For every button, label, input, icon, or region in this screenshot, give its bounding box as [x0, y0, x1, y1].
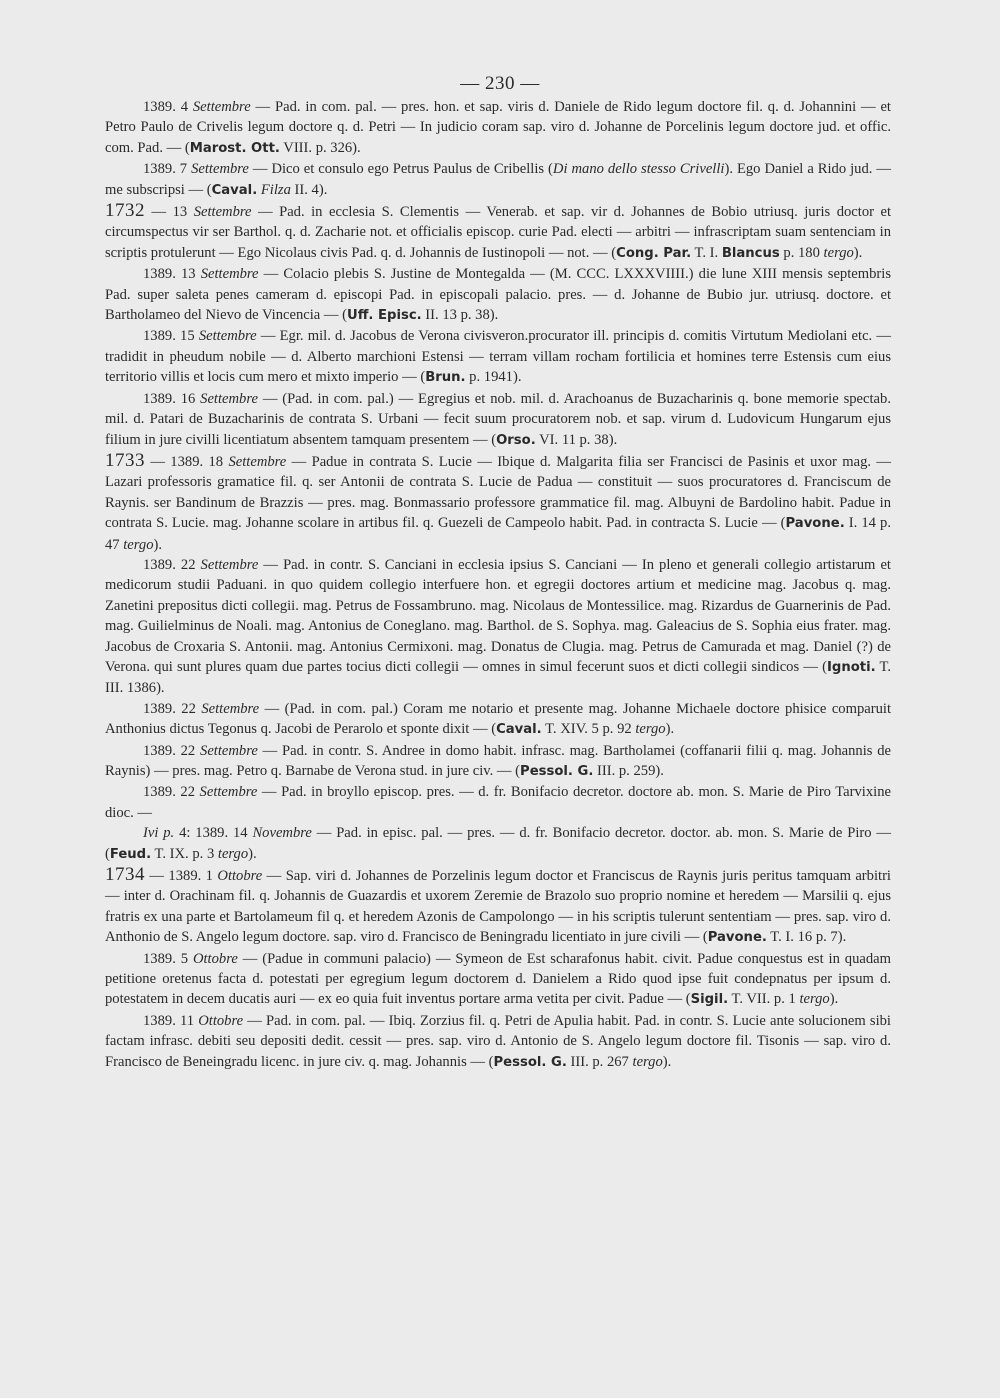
regest-entry: [105, 1011, 891, 1073]
entry-text: — Colacio plebis S. Justine de Montegalda — (M. CCC. LXXXVIIII.) die lune XIII mensis septembris Pad. super saleta penes cameram d. episcopi Pad. in episcopali palacio. pres. — d. Johanne de Bubio jur. utriusq. doctore. et Bartholameo del Nievo de Vincencia — (: [105, 266, 892, 324]
page-number: — 230 —: [460, 73, 540, 94]
document-number: 1732: [105, 200, 145, 222]
entry-text: 1389. 15: [143, 328, 199, 345]
source-reference: Marost. Ott.: [189, 140, 280, 156]
italic-note: tergo: [635, 721, 666, 738]
date-month: Ottobre: [217, 868, 263, 885]
regest-entry: [105, 782, 891, 823]
entry-text: — Pad. in episc. pal. — pres. — d. fr. Bonifacio decretor. doctor. ab. mon. S. Marie de Piro — (: [105, 825, 891, 862]
source-reference: Blancus: [721, 245, 780, 261]
date-month: Settembre: [200, 742, 258, 759]
entry-text: T. VII. p. 1: [728, 991, 800, 1008]
source-reference: Caval.: [211, 182, 258, 198]
source-reference: Pessol. G.: [520, 764, 594, 779]
entry-text: — (Pad. in com. pal.) Coram me notario et presente mag. Johanne Michaele doctore phisice comparuit Anthonius dictus Tegonus q. Jacobi de Perarolo et sponte dixit — (: [105, 700, 891, 738]
entry-text: ).: [153, 536, 163, 553]
date-month: Ottobre: [198, 1012, 244, 1029]
date-month: Settembre: [198, 328, 257, 345]
regest-entry: [105, 699, 891, 741]
entry-text: T. XIV. 5 p. 92: [541, 721, 636, 738]
source-reference: Ignoti.: [826, 659, 876, 675]
entry-text: — Pad. in ecclesia S. Clementis — Venerab. et sap. vir d. Johannes de Bobio utriusq. juris doctor et circumspectus vir ser Barthol. q. d. Zacharie not. et officialis episcop. curie Pad. electi — arbitri — infrascriptam suam sentenciam in scriptis protulerunt — Ego Nicolaus civis Pad. q. d. Johannis de Iustinopoli — not. — (: [105, 204, 892, 261]
entry-text: 1389. 22: [143, 742, 201, 759]
regest-entry: [105, 326, 891, 388]
italic-note: tergo: [217, 845, 249, 862]
entry-text: III. p. 259).: [593, 763, 664, 779]
source-reference: Pavone.: [785, 516, 845, 532]
date-month: Settembre: [200, 390, 258, 407]
entry-text: T. IX. p. 3: [151, 845, 218, 862]
source-reference: Uff. Episc.: [347, 308, 422, 324]
entry-text: II. 13 p. 38).: [421, 307, 499, 324]
entry-text: — Sap. viri d. Johannes de Porzelinis legum doctor et Franciscus de Raynis juris peritus tamquam arbitri — inter d. Orachinam fil. q. Johannis de Guazardis et uxorem Zeremie de Brazolo suo proprio nomine et heredem — Marsilii q. ejus fratris ex una parte et Bartolameum fil q. et heredem Azonis de Campolongo — in his scriptis tulerunt sententiam — pres. sap. viro d. Anthonio de S. Angelo legum doctore. sap. viro d. Francisco de Beningradu licentiato in jure civili — (: [105, 868, 891, 946]
source-reference: Pessol. G.: [493, 1054, 567, 1070]
numbered-document-entry: [105, 865, 891, 949]
entry-text: p. 1941).: [465, 369, 522, 386]
entry-text: — Padue in contrata S. Lucie — Ibique d. Malgarita filia ser Francisci de Pasinis et uxor mag. — Lazari professoris gramatice fil. q. ser Antonii de contrata S. Lucie de Padua — constituit — suos procuratores d. Franciscum de Raynis. ser Bandinum de Brazzis — pres. mag. Bonmassario professore grammatice fil. mag. Albuyni de Bardolino habit. Padue in contrata S. Lucie. mag. Johanne scolare in artibus fil. q. Guezeli de Campeolo habit. Pad. in contracta S. Lucie — (: [105, 453, 891, 532]
entry-text: VI. 11 p. 38).: [535, 431, 618, 448]
entry-text: ).: [665, 721, 675, 738]
source-reference: Feud.: [109, 846, 152, 862]
regest-entry: [105, 264, 891, 326]
entry-text: 1389. 22: [143, 556, 201, 573]
italic-note: tergo: [632, 1053, 663, 1070]
entry-text: ).: [248, 845, 257, 862]
regest-entry: [105, 159, 891, 201]
regest-entry: [105, 97, 891, 159]
source-reference: Sigil.: [690, 992, 729, 1008]
entry-text: — 13: [145, 204, 194, 221]
date-month: Ottobre: [192, 950, 238, 967]
source-reference: Cong. Par.: [616, 245, 692, 261]
entry-text: 1389. 11: [143, 1012, 199, 1029]
entry-text: ). Ego Daniel a Rido jud. — me subscripsi — (: [105, 161, 891, 198]
entry-text: 1389. 4: [143, 99, 193, 115]
entry-text: ).: [853, 244, 863, 261]
entry-text: I. 14 p. 47: [105, 515, 891, 553]
date-month: Settembre: [200, 556, 259, 573]
regest-entry: [105, 949, 891, 1011]
entry-text: 1389. 16: [143, 390, 201, 407]
entry-text: ).: [829, 991, 839, 1008]
date-month: Settembre: [201, 700, 260, 717]
entry-text: 1389. 7: [143, 161, 192, 178]
italic-note: tergo: [123, 536, 154, 553]
entry-text: — 1389. 1: [145, 868, 218, 885]
date-month: Settembre: [199, 784, 258, 801]
date-month: Settembre: [191, 161, 249, 178]
entry-text: — Pad. in contr. S. Canciani in ecclesia ipsius S. Canciani — In pleno et generali collegio artistarum et medicorum studii Paduani. in quo quidem collegio interfuere hon. et egregii doctores artium et medicine mag. Jacobus q. mag. Zanetini prepositus dicti collegii. mag. Petrus de Fossambruno. mag. Nicolaus de Montessilice. mag. Rizardus de Guarnerinis de Pad. mag. Guilielminus de Noali. mag. Antonius de Coneglano. mag. Barthol. de S. Sophya. mag. Galeacius de S. Sophia eius frater. mag. Jacobus de Croxaria S. Antonii. mag. Antonius Cermixoni. mag. Donatus de Clugia. mag. Petrus de Camurada et mag. Daniel (?) de Verona. qui sunt plures quam due partes tocius dicti collegii — omnes in simul fecerunt suos et dicti collegii sindicos — (: [105, 556, 891, 675]
date-month: Settembre: [200, 266, 259, 283]
document-number: 1734: [105, 864, 145, 886]
entry-list: [105, 97, 891, 1073]
entry-text: III. p. 267: [566, 1053, 633, 1070]
entry-text: — Dico et consulo ego Petrus Paulus de Cribellis (: [248, 161, 553, 178]
entry-text: T. III. 1386).: [105, 658, 891, 697]
date-month: Settembre: [192, 99, 251, 115]
document-number: 1733: [105, 449, 145, 471]
entry-text: 1389. 22: [143, 700, 202, 717]
italic-note: Di mano dello stesso Crivelli: [552, 161, 725, 178]
regest-entry: [105, 389, 891, 451]
entry-text: p. 180: [779, 244, 824, 261]
entry-text: — Pad. in broyllo episcop. pres. — d. fr. Bonifacio decretor. doctore ab. mon. S. Marie de Piro Tarvixine dioc. —: [105, 784, 891, 821]
entry-text: II. 4).: [290, 181, 328, 198]
date-month: Novembre: [252, 825, 312, 842]
source-reference: Pavone.: [707, 930, 767, 946]
numbered-document-entry: [105, 451, 891, 555]
entry-text: 1389. 13: [143, 266, 201, 283]
date-month: Settembre: [193, 204, 252, 221]
entry-text: ).: [662, 1053, 672, 1070]
regest-entry: [105, 555, 891, 699]
italic-note: Filza: [260, 181, 291, 198]
regest-entry: [105, 741, 891, 783]
entry-text: — Pad. in com. pal. — pres. hon. et sap. viris d. Daniele de Rido legum doctore fil. q. d. Johannini — et Petro Paulo de Crivelis legum doctore q. d. Petri — In judicio coram sap. viro d. Johanne de Porcelinis legum doctore jud. et offic. com. Pad. — (: [105, 99, 891, 156]
entry-text: — Pad. in contr. S. Andree in domo habit. infrasc. mag. Bartholamei (coffanarii filii q. mag. Johannis de Raynis) — pres. mag. Petro q. Barnabe de Verona stud. in jure civ. — (: [105, 742, 891, 779]
entry-text: — 1389. 18: [145, 453, 229, 470]
entry-text: T. I. 16 p. 7).: [766, 929, 847, 946]
entry-text: 4: 1389. 14: [174, 825, 253, 842]
entry-text: VIII. p. 326).: [279, 139, 361, 156]
source-reference: Orso.: [496, 432, 536, 448]
italic-note: tergo: [799, 991, 830, 1008]
entry-text: — Egr. mil. d. Jacobus de Verona civisveron.procurator ill. principis d. comitis Virtutum Mediolani etc. — tradidit in pheudum nobile — d. Alberto marchioni Estensi — terram villam rocham fortilicia et homines terre Estensis cum eius territorio villis et locis cum mero et mixto imperio — (: [105, 328, 891, 386]
regest-entry: [105, 823, 891, 865]
entry-text: — Pad. in com. pal. — Ibiq. Zorzius fil. q. Petri de Apulia habit. Pad. in contr. S. Lucie ante solucionem sibi factam infrasc. debiti seu depositi dedit. cessit — pres. sap. viro d. Antonio de S. Angelo legum doctore fil. Tisonis — sap. viro d. Francisco de Beneingradu licenc. in jure civ. q. mag. Johannis — (: [105, 1012, 891, 1070]
source-reference: Caval.: [496, 722, 542, 738]
italic-note: Ivi p.: [143, 825, 175, 842]
source-reference: Brun.: [425, 370, 466, 386]
entry-text: — (Padue in communi palacio) — Symeon de Est scharafonus habit. civit. Padue conquestus est in quadam petitione oretenus facta d. potestati per egregium legum doctorem d. Danielem a Rido quod ipse fuit condepnatus per ipsum d. potestatem in decem ducatis auri — ex eo quia fuit inventus portare arma vetita per civit. Padue — (: [105, 950, 892, 1008]
italic-note: tergo: [823, 244, 854, 261]
date-month: Settembre: [228, 453, 287, 470]
entry-text: — (Pad. in com. pal.) — Egregius et nob. mil. d. Arachoanus de Buzacharinis q. bone memorie spectab. mil. d. Patari de Buzacharinis de contrata S. Urbani — fecit suum procuratorem nob. et sap. virum d. Ludovicum Hungarum ejus filium in jure civilli licentiatum absentem tamquam presentem — (: [105, 390, 891, 448]
entry-text: T. I.: [691, 244, 722, 261]
entry-text: 1389. 5: [143, 950, 193, 967]
entry-text: 1389. 22: [143, 784, 200, 801]
numbered-document-entry: [105, 201, 891, 264]
